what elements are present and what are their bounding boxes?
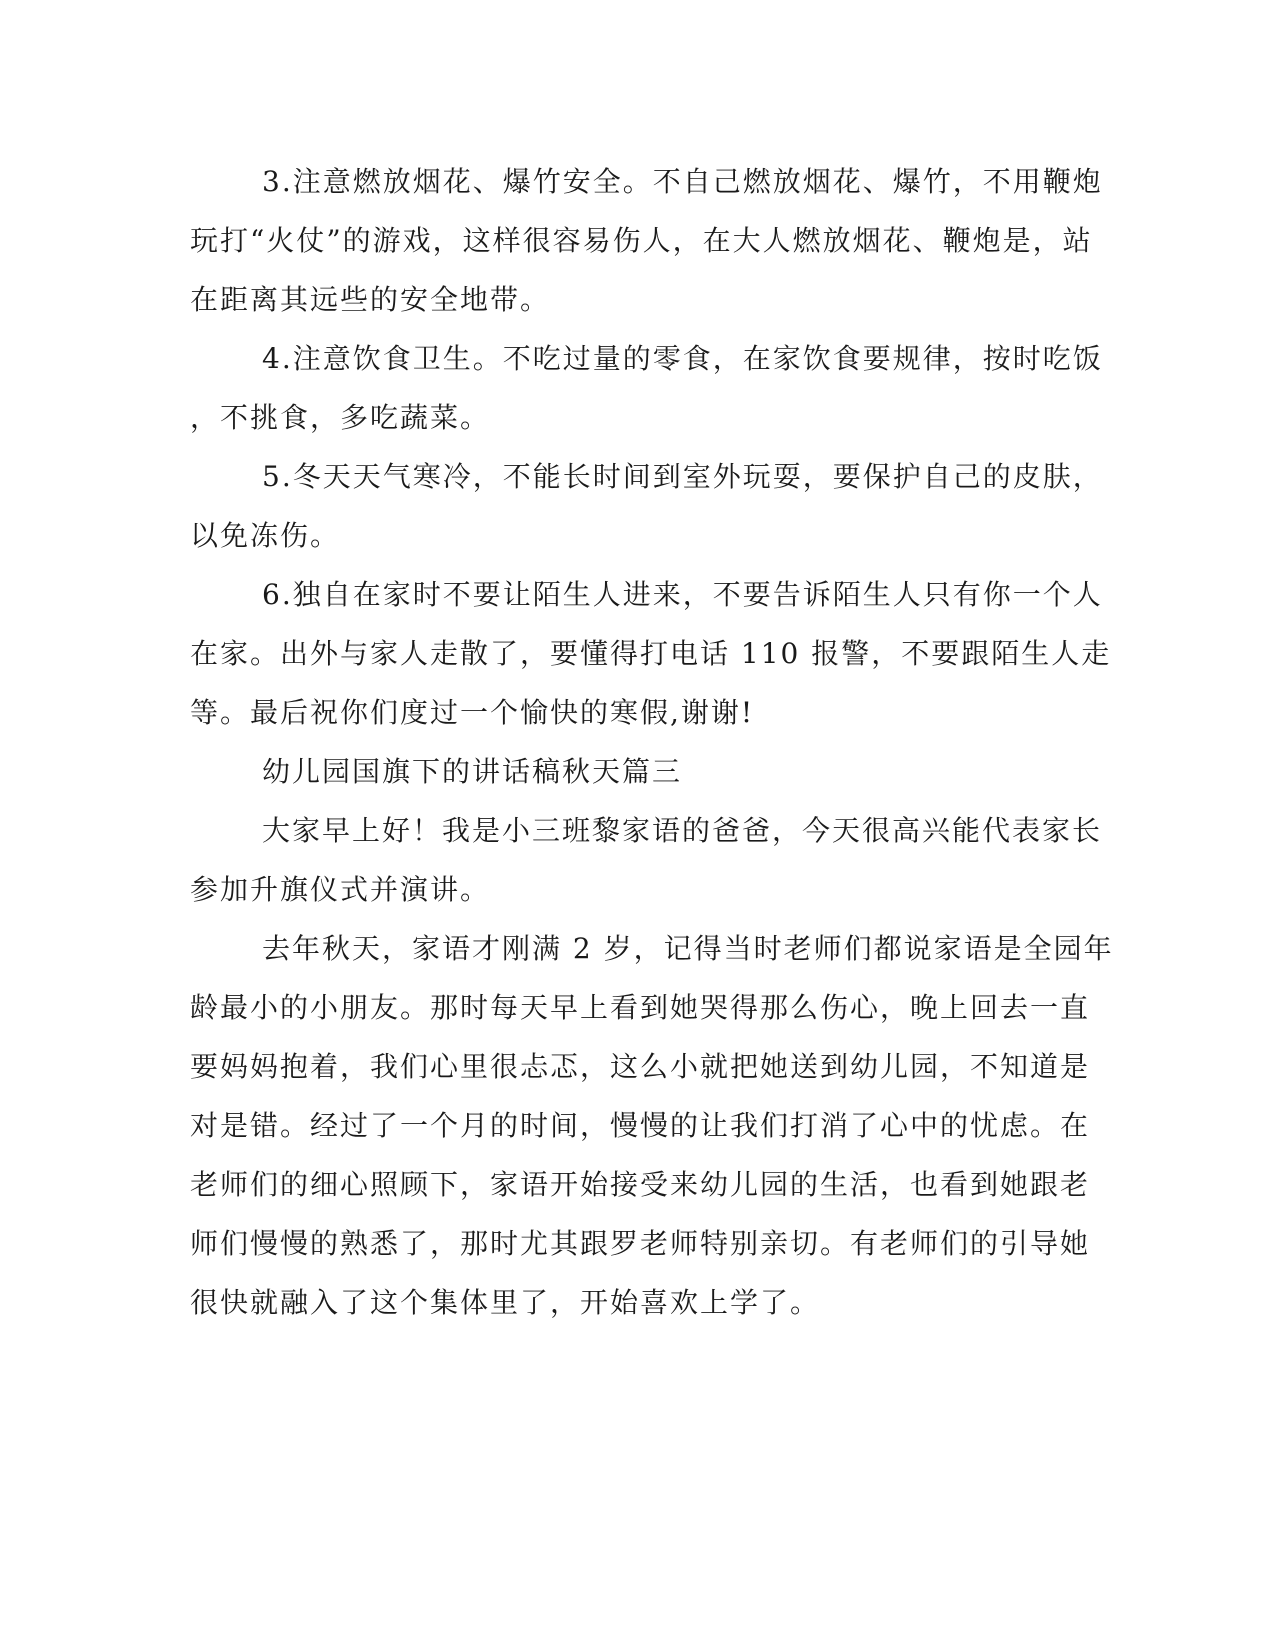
greeting-line-2: 参加升旗仪式并演讲。 bbox=[190, 873, 491, 906]
item-6-line-1: 6.独自在家时不要让陌生人进来，不要告诉陌生人只有你一个人 bbox=[262, 578, 1103, 611]
item-4-line-1: 4.注意饮食卫生。不吃过量的零食，在家饮食要规律，按时吃饭 bbox=[262, 342, 1103, 375]
story-line-1: 去年秋天，家语才刚满 2 岁，记得当时老师们都说家语是全园年 bbox=[262, 932, 1114, 965]
story-line-2: 龄最小的小朋友。那时每天早上看到她哭得那么伤心，晚上回去一直 bbox=[190, 991, 1091, 1024]
story-line-7: 很快就融入了这个集体里了，开始喜欢上学了。 bbox=[190, 1286, 821, 1319]
item-4-line-2: ，不挑食，多吃蔬菜。 bbox=[190, 401, 491, 434]
item-5-line-2: 以免冻伤。 bbox=[190, 519, 341, 552]
item-6-line-2: 在家。出外与家人走散了，要懂得打电话 110 报警，不要跟陌生人走 bbox=[190, 637, 1112, 670]
item-3-line-2: 玩打“火仗”的游戏，这样很容易伤人，在大人燃放烟花、鞭炮是，站 bbox=[190, 224, 1093, 257]
item-5-line-1: 5.冬天天气寒冷，不能长时间到室外玩耍，要保护自己的皮肤， bbox=[262, 460, 1103, 493]
story-line-3: 要妈妈抱着，我们心里很忐忑，这么小就把她送到幼儿园，不知道是 bbox=[190, 1050, 1091, 1083]
story-line-6: 师们慢慢的熟悉了，那时尤其跟罗老师特别亲切。有老师们的引导她 bbox=[190, 1227, 1091, 1260]
story-line-4: 对是错。经过了一个月的时间，慢慢的让我们打消了心中的忧虑。在 bbox=[190, 1109, 1091, 1142]
item-6-line-3: 等。最后祝你们度过一个愉快的寒假,谢谢! bbox=[190, 696, 755, 729]
section-heading: 幼儿园国旗下的讲话稿秋天篇三 bbox=[262, 755, 683, 788]
story-line-5: 老师们的细心照顾下，家语开始接受来幼儿园的生活，也看到她跟老 bbox=[190, 1168, 1091, 1201]
item-3-line-1: 3.注意燃放烟花、爆竹安全。不自己燃放烟花、爆竹，不用鞭炮 bbox=[262, 165, 1103, 198]
item-3-line-3: 在距离其远些的安全地带。 bbox=[190, 283, 551, 316]
greeting-line-1: 大家早上好！我是小三班黎家语的爸爸，今天很高兴能代表家长 bbox=[262, 814, 1103, 847]
